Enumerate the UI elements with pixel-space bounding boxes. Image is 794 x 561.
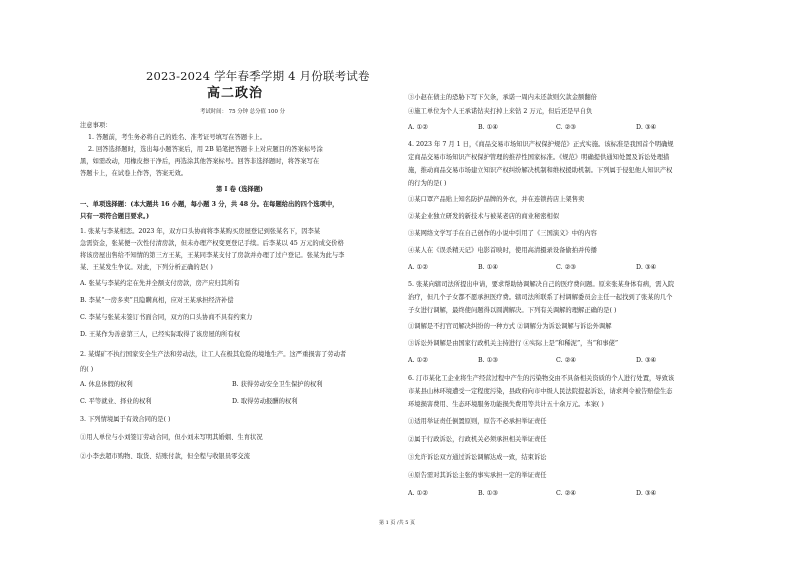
q3-option-a: A. ①② [408,124,428,131]
section-instruction-1: 一、单项选择题：(本大题共 16 小题，每小题 3 分，共 48 分。在每题给出的四个选项中， [80,201,339,208]
q4-item-4: ④某人在《误杀精天记》电影首映时，使用高清摄录设备偷拍并传播 [408,247,597,254]
q4-line-2: 定商品交易市场知识产权保护管理的推荐性国家标准。《规范》明确提供通知处置及诉讼处理措 [408,154,670,161]
section-title: 第 I 卷 (选择题) [216,186,263,193]
q5-line-1: 5. 张某向辖司法所提出申请，要求帮助协调解决自己的医疗费问题。原来张某身体有病，需入院 [408,281,675,288]
notice-heading: 注意事项： [80,122,112,129]
q2-option-b: B. 获得劳动安全卫生保护的权利 [232,381,323,388]
q4-line-3: 施，推动商品交易市场建立知识产权纠纷解决机制和维权援助机制。下列属于侵犯他人知识产权 [408,167,673,174]
q4-item-2: ②某企业独立研发的新技术与被某老店的商业秘密相似 [408,213,560,220]
q5-item-1-2: ①调解是不打官司解决纠纷的一种方式 ②调解分为诉讼调解与诉讼外调解 [408,323,612,330]
q4-option-d: D. ③④ [636,264,657,271]
q1-option-c: C. 李某与张某未签订书面合同，双方的口头协商不具有约束力 [80,314,253,321]
q4-line-1: 4. 2023 年 7 月 1 日，《商品交易市场知识产权保护规范》正式实施。该标准是我国首个明确规 [408,141,674,148]
q2-line-2: 的( ) [80,366,94,373]
q6-option-c: C. ②④ [556,490,576,497]
q3-option-b: B. ①④ [478,124,498,131]
q1-line-2: 急需资金，张某便一次性付清房款，但未办理产权变更登记手续。后李某以 45 万元的成交价格 [80,240,344,247]
q1-line-1: 1. 张某与李某相恋。2023 年，双方口头协商将李某购买房屋登记到张某名下，因李某 [80,228,321,235]
q2-option-a: A. 休息休假的权利 [80,381,133,388]
q3-option-c: C. ②③ [556,124,576,131]
q6-option-d: D. ③④ [636,490,657,497]
q3-cont-line-2: ④施工单位为个人王承诺钻夹打掉上来钻 2 万元，但后还是早自负 [408,108,593,115]
q5-item-3-4: ③诉讼外调解是由国家行政机关主持进行 ④实际上是“和稀泥”，当“和事佬” [408,340,619,347]
q6-line-2: 市某县山林环境遭受一定程度污染，县政府向市中级人民法院提起诉讼，请求判令被告赔偿生态 [408,388,673,395]
q3-line-1: 3. 下列情境属于有效合同的是( ) [80,416,171,423]
q4-option-a: A. ①② [408,264,428,271]
q4-line-4: 的行为的是( ) [408,180,447,187]
q3-cont-line-1: ③小赵在债主的恐胁下写下欠条，承诺一周内未还款则欠款金额翻倍 [408,94,597,101]
exam-title: 2023-2024 学年春季学期 4 月份联考试卷 [146,69,370,83]
q6-item-3: ③允许诉讼双方通过诉讼调解达成一致，结束诉讼 [408,454,547,461]
q1-line-3: 将该房屋出售给不知情的第三方王某，王某同李某支付了房款并办理了过户登记。张某为此与李 [80,252,345,259]
q4-option-c: C. ②③ [556,264,576,271]
q4-item-3: ③某网络文学写手在自己创作的小说中引用了《三国演义》中的内容 [408,230,597,237]
exam-info: 考试时间： 75 分钟 总分值 100 分 [200,109,286,115]
q6-option-b: B. ①③ [478,490,498,497]
q4-option-b: B. ①④ [478,264,498,271]
section-instruction-2: 只有一项符合题目要求。) [80,213,150,220]
q3-option-d: D. ③④ [636,124,657,131]
q2-line-1: 2. 某煤矿不执行国家安全生产法和劳动法，让工人在极其危险的境地生产。这严重损害了劳动者 [80,351,347,358]
q5-line-2: 治疗，但几个子女都不愿承担医疗费。辖司法所联系了村调解委员会主任一起找到了张某的几个 [408,294,673,301]
q4-item-1: ①某口罩产品贴上知名防护品牌的外衣，并在连锁药店上架售卖 [408,196,585,203]
notice-line-3: 黑，如需改动，用橡皮擦干净后，再选涂其他答案标号。回答非选择题时，将答案写在 [80,158,320,165]
notice-line-4: 答题卡上，在试卷上作答，答案无效。 [80,170,188,177]
q1-option-a: A. 张某与李某约定在先并全额支付房款，房产应归其所有 [80,280,240,287]
q3-line-2: ①用人单位与小刘签订劳动合同，但小刘未写明其婚姻、生育状况 [80,434,263,441]
q2-option-d: D. 取得劳动报酬的权利 [232,398,298,405]
q5-option-c: C. ②④ [556,357,576,364]
q5-option-b: B. ①③ [478,357,498,364]
q6-option-a: A. ①② [408,490,428,497]
q1-option-b: B. 李某“一房多卖”且隐瞒真相，应对王某承担经济补偿 [80,297,234,304]
notice-line-2: 2. 回答选择题时，选出每小题答案后，用 2B 铅笔把答题卡上对应题目的答案标号涂 [88,146,323,153]
subject-title: 高二政治 [207,86,264,101]
q5-option-d: D. ③④ [636,357,657,364]
q6-line-3: 环境损害费用、生态环境服务功能损失费用等共计五十余万元。本案( ) [408,401,604,408]
q1-option-d: D. 王某作为善意第三人，已经实际取得了该房屋的所有权 [80,331,240,338]
q2-option-c: C. 平等就业、择业的权利 [80,398,152,405]
page-footer: 第 1 页 /共 5 页 [379,520,415,526]
q6-item-4: ④原告需对其诉讼主张的事实承担一定的举证责任 [408,472,547,479]
q5-line-3: 子女进行调解，最终使问题得以圆满解决。下列有关调解的理解正确的是( ) [408,307,617,314]
q6-line-1: 6. 汀市某化工企业将生产经营过程中产生的污染物交由不具备相关资质的个人进行处置，导致该 [408,375,675,382]
q6-item-1: ①适用举证责任倒置原则，原告不必承担举证责任 [408,418,547,425]
notice-line-1: 1. 答题前，考生务必将自己的姓名、准考证号填写在答题卡上。 [88,134,267,141]
q3-line-3: ②小李去超市购物、取货、结账付款，但全程与收银员零交流 [80,453,251,460]
q1-line-4: 某、王某发生争议。对此，下列分析正确的是( ) [80,264,213,271]
q6-item-2: ②属于行政诉讼，行政机关必须承担相关举证责任 [408,436,547,443]
q5-option-a: A. ①② [408,357,428,364]
